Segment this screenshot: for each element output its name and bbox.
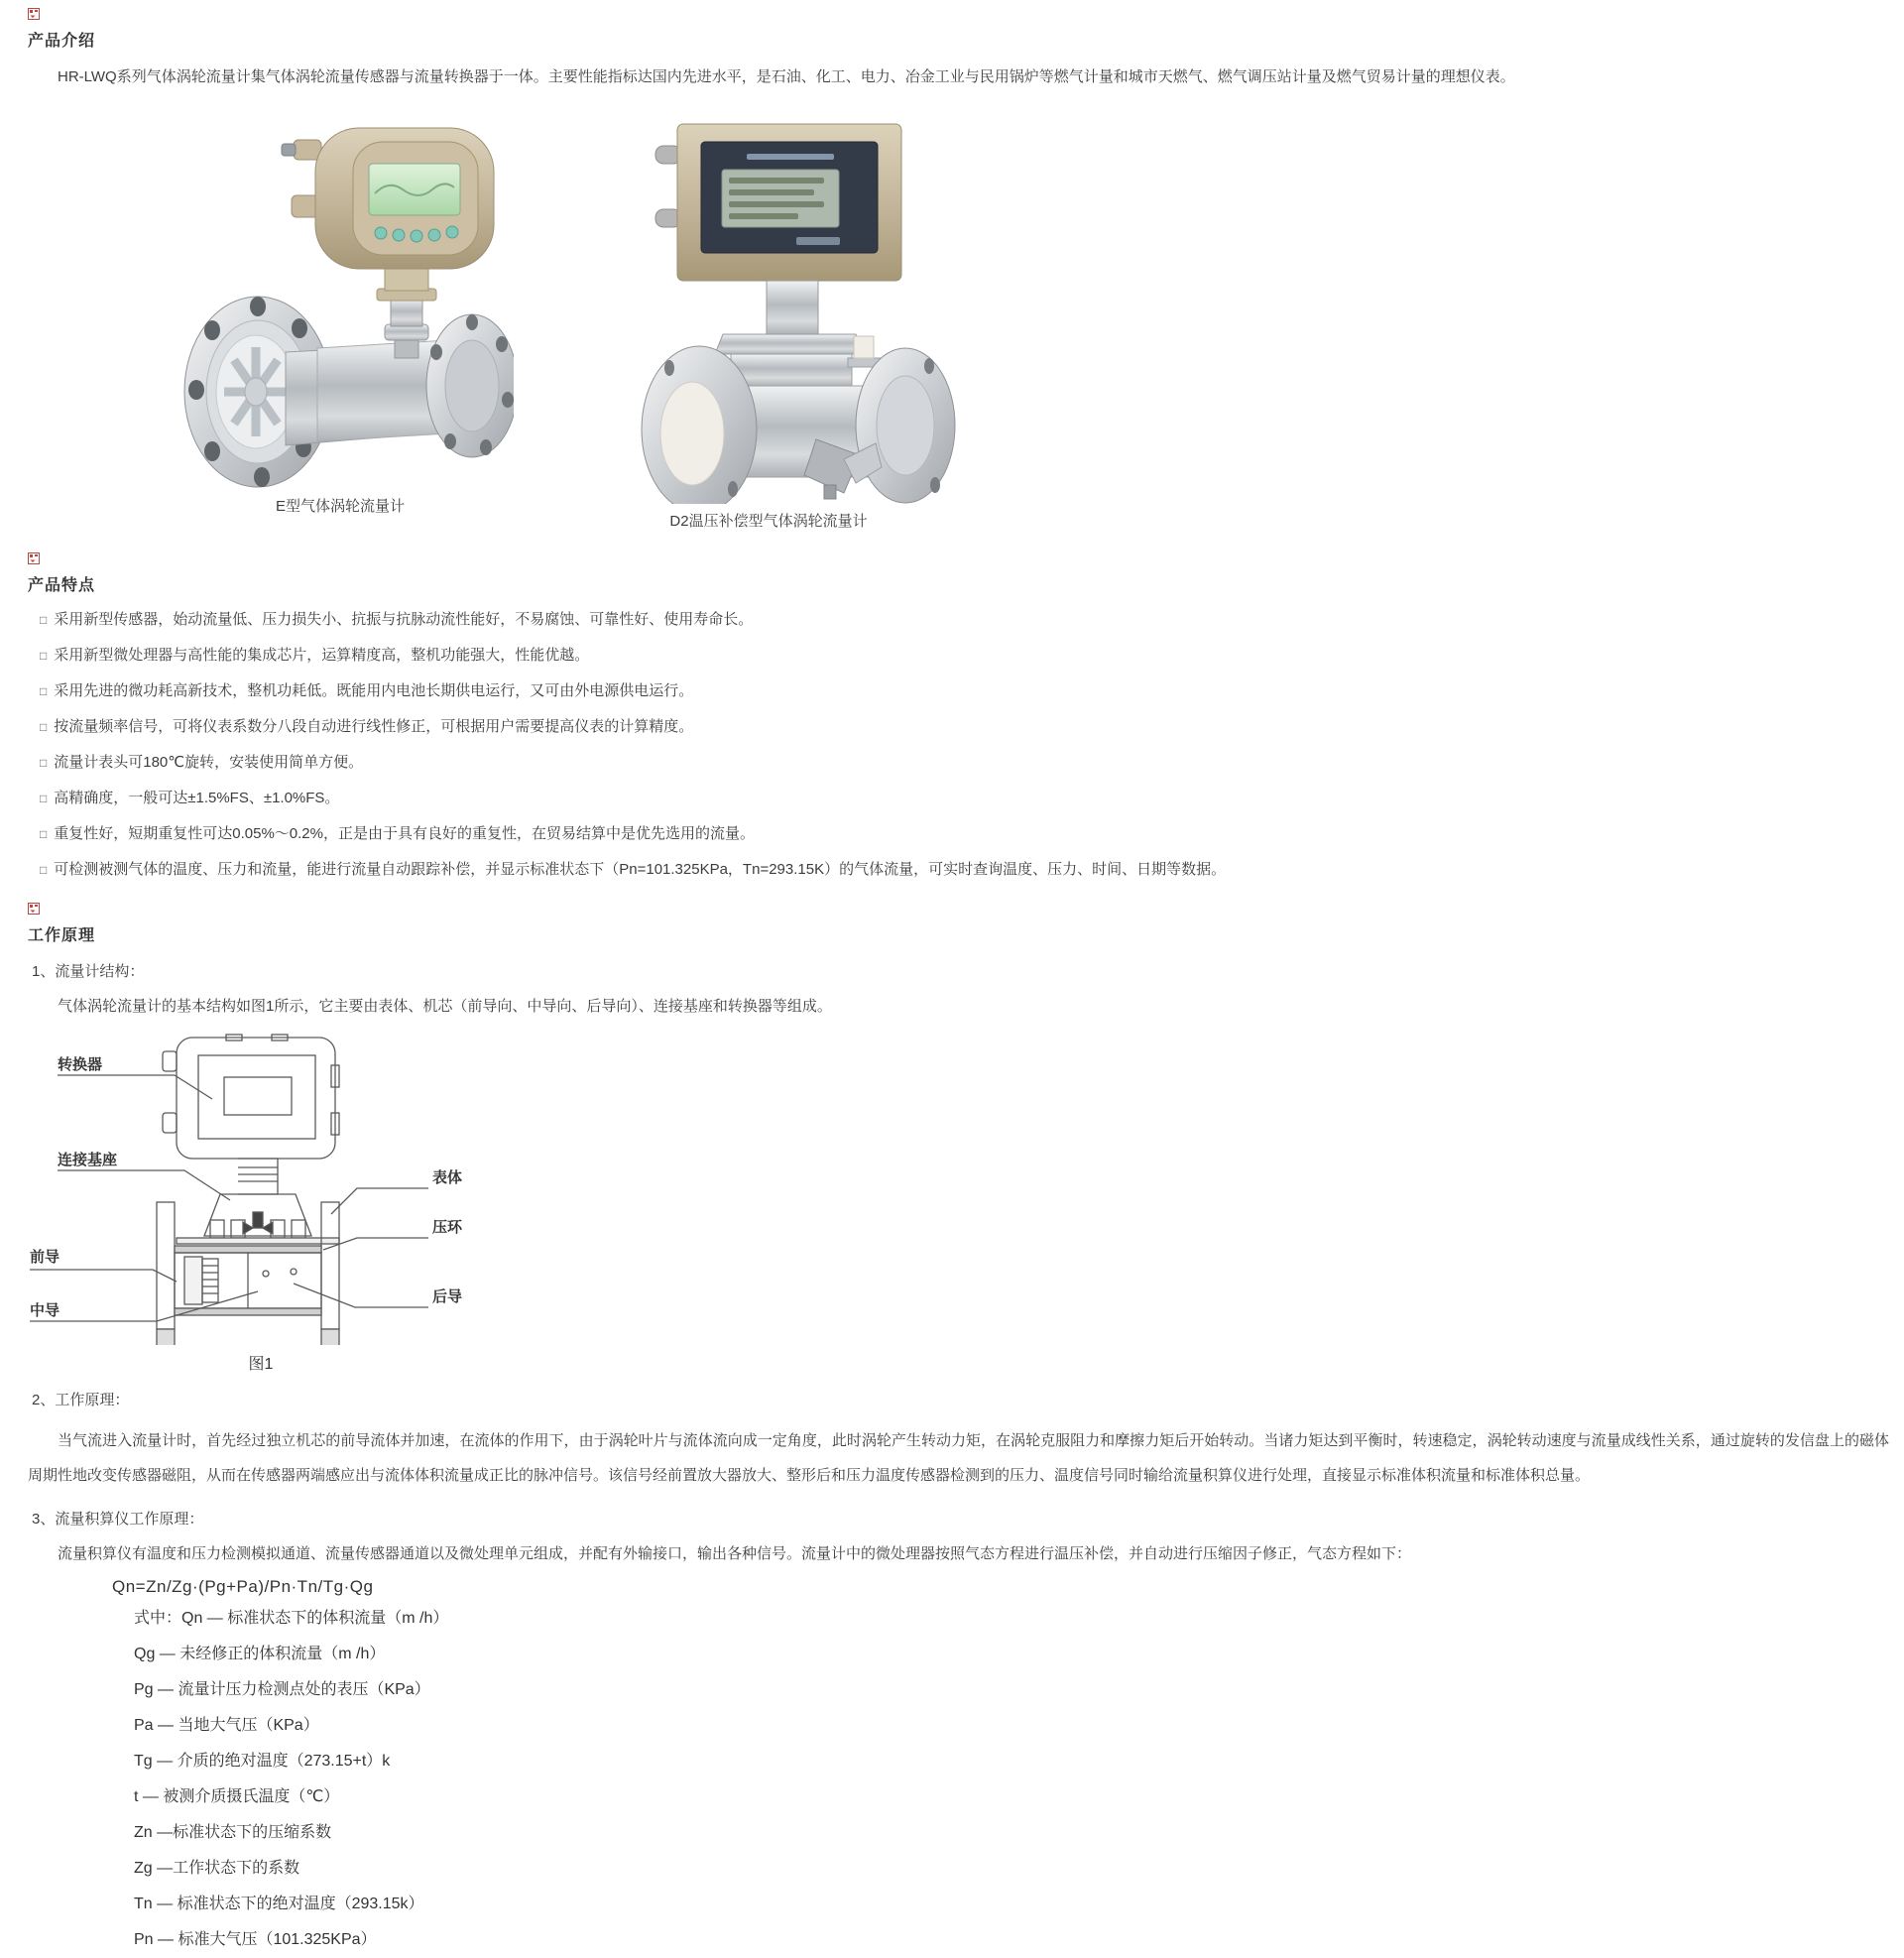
feature-item: [28, 609, 1889, 631]
principle-item-body: 当气流进入流量计时，首先经过独立机芯的前导流体并加速，在流体的作用下，由于涡轮叶片与流体流向成一定角度，此时涡轮产生转动力矩，在涡轮克服阻力和摩擦力矩后开始转动。当诸力矩达到平衡时，转速稳定，涡轮转动速度与流量成线性关系，通过旋转的发信盘上的磁体周期性地改变传感器磁阻，从而在传感器两端感应出与流体体积流量成正比的脉冲信号。该信号经前置放大器放大、整形后和压力温度传感器检测到的压力、温度信号同时输给流量积算仪进行处理，直接显示标准体积流量和标准体积总量。: [28, 1432, 1889, 1484]
figure-label-converter: 转换器: [58, 1056, 103, 1073]
square-bullet-icon: □: [40, 792, 48, 805]
formula-definitions-list: [28, 1601, 1889, 1958]
features-icon-row: [28, 552, 1889, 566]
product-photo-d2-turbine-flowmeter: [560, 491, 977, 508]
feature-item: [28, 716, 1889, 738]
definition-row: Pn — 标准大气压（101.325KPa）: [134, 1931, 377, 1948]
feature-text: 流量计表头可180℃旋转，安装使用简单方便。: [54, 754, 364, 771]
figure-label-body: 表体: [432, 1169, 463, 1186]
definition-row: t — 被测介质摄氏温度（℃）: [134, 1788, 340, 1805]
product-caption-d2: D2温压补偿型气体涡轮流量计: [669, 513, 868, 530]
figure-label-front: 前导: [30, 1249, 60, 1266]
feature-text: 高精确度，一般可达±1.5%FS、±1.0%FS。: [54, 790, 340, 806]
feature-item: [28, 859, 1889, 881]
definition-row: Pa — 当地大气压（KPa）: [134, 1717, 319, 1734]
definition-row: Qg — 未经修正的体积流量（m /h）: [134, 1646, 386, 1662]
definition-row: Zg —工作状态下的系数: [134, 1860, 300, 1877]
totalizer-item-title: 3、流量积算仪工作原理：: [32, 1511, 204, 1528]
product-caption-e: E型气体涡轮流量计: [275, 498, 405, 515]
structure-item-body: 气体涡轮流量计的基本结构如图1所示，它主要由表体、机芯（前导向、中导向、后导向）、连接基座和转换器等组成。: [58, 998, 832, 1015]
product-images-row: [28, 102, 1889, 531]
broken-image-icon: [28, 8, 40, 20]
product-figure-d2: [560, 102, 977, 531]
intro-icon-row: [28, 8, 1889, 22]
intro-paragraph: HR-LWQ系列气体涡轮流量计集气体涡轮流量传感器与流量转换器于一体。主要性能指标达国内先进水平，是石油、化工、电力、冶金工业与民用锅炉等燃气计量和城市天燃气、燃气调压站计量及燃气贸易计量的理想仪表。: [58, 68, 1515, 85]
feature-text: 采用新型微处理器与高性能的集成芯片，运算精度高，整机功能强大，性能优越。: [54, 647, 590, 664]
square-bullet-icon: □: [40, 720, 48, 734]
definition-row: Tg — 介质的绝对温度（273.15+t）k: [134, 1753, 391, 1770]
principle-heading: 工作原理: [28, 927, 96, 944]
feature-text: 重复性好，短期重复性可达0.05%～0.2%，正是由于具有良好的重复性，在贸易结算中是优先选用的流量。: [54, 825, 755, 842]
definition-row: Zn —标准状态下的压缩系数: [134, 1824, 332, 1841]
definition-row: Tn — 标准状态下的绝对温度（293.15k）: [134, 1896, 424, 1912]
principle-icon-row: [28, 903, 1889, 917]
structure-item-title: 1、流量计结构：: [32, 963, 145, 980]
features-list: [28, 609, 1889, 881]
feature-item: [28, 645, 1889, 667]
intro-heading: 产品介绍: [28, 33, 96, 50]
gas-equation-formula: Qn=Zn/Zg·(Pg+Pa)/Pn·Tn/Tg·Qg: [112, 1577, 374, 1596]
figure-label-rear: 后导: [432, 1288, 463, 1305]
square-bullet-icon: □: [40, 684, 48, 698]
feature-item: [28, 788, 1889, 809]
feature-item: [28, 680, 1889, 702]
figure-label-base: 连接基座: [58, 1152, 118, 1168]
broken-image-icon: [28, 903, 40, 915]
square-bullet-icon: □: [40, 827, 48, 841]
product-photo-e-turbine-flowmeter: [167, 476, 514, 493]
square-bullet-icon: □: [40, 756, 48, 770]
square-bullet-icon: □: [40, 613, 48, 627]
feature-item: [28, 823, 1889, 845]
figure-label-ring: 压环: [432, 1219, 463, 1236]
feature-item: [28, 752, 1889, 774]
broken-image-icon: [28, 552, 40, 564]
features-heading: 产品特点: [28, 577, 96, 594]
feature-text: 按流量频率信号，可将仪表系数分八段自动进行线性修正，可根据用户需要提高仪表的计算精度。: [54, 718, 694, 735]
feature-text: 可检测被测气体的温度、压力和流量，能进行流量自动跟踪补偿，并显示标准状态下（Pn=101.325KPa，Tn=293.15K）的气体流量，可实时查询温度、压力、时间、日期等数据。: [54, 861, 1227, 878]
definition-row: Pg — 流量计压力检测点处的表压（KPa）: [134, 1681, 430, 1698]
square-bullet-icon: □: [40, 649, 48, 663]
figure-label-middle: 中导: [30, 1302, 60, 1319]
totalizer-item-body: 流量积算仪有温度和压力检测模拟通道、流量传感器通道以及微处理单元组成，并配有外输接口，输出各种信号。流量计中的微处理器按照气态方程进行温压补偿，并自动进行压缩因子修正，气态方程如下：: [58, 1545, 1412, 1562]
square-bullet-icon: □: [40, 863, 48, 877]
feature-text: 采用先进的微功耗高新技术，整机功耗低。既能用内电池长期供电运行，又可由外电源供电运行。: [54, 682, 694, 699]
principle-item-title: 2、工作原理：: [32, 1392, 130, 1408]
product-figure-e: [167, 102, 514, 516]
figure1-diagram: [28, 1028, 494, 1374]
definition-row: 式中：Qn — 标准状态下的体积流量（m /h）: [134, 1610, 449, 1627]
figure1-caption: 图1: [248, 1356, 274, 1373]
feature-text: 采用新型传感器，始动流量低、压力损失小、抗振与抗脉动流性能好，不易腐蚀、可靠性好、使用寿命长。: [54, 611, 754, 628]
